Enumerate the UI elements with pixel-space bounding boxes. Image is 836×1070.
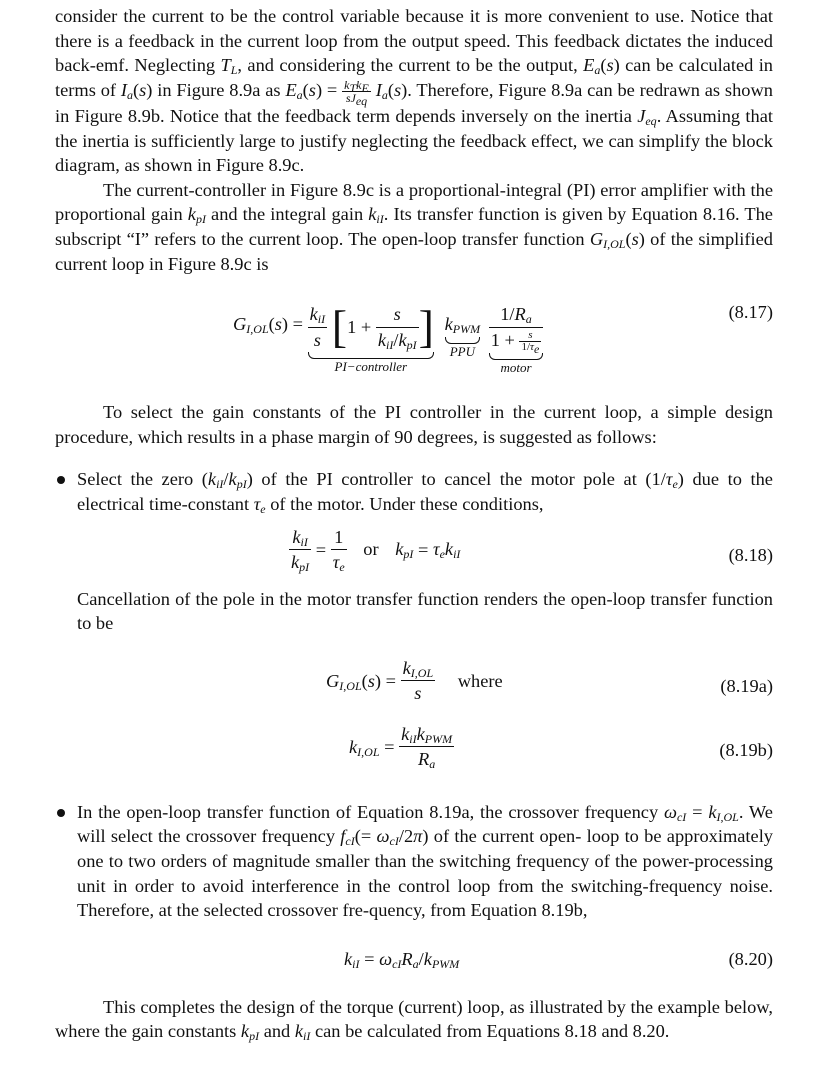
p1-line2: that there is a feedback in the current loop from the output speed. This feedback dictates: [55, 6, 773, 51]
paragraph-1: consider the current to be the control variable because it is more convenient to use. Notice that there is a feedback in the current loop from the output speed. This feedback dictates the induced back-emf. Neglecting $T_L$, and considering the current to be the output, $E_a(s)$ can be calculated in terms of $I_a(s)$ in Figure 8.9a as $E_a(s)$ = $\frac{k_Tk_E}{sJ_{eq}}$ $I_a(s)$. Therefore, Figure 8.9a can be redrawn as shown in Figure 8.9b. Notice that the feedback term depends inversely on the inertia $J_{eq}$. Assuming that the inertia is sufficiently large to justify neglecting the feedback effect, we can simplify the block diagram, as shown in Figure 8.9c.: [55, 6, 773, 176]
equation-number-8-18: (8.18): [728, 544, 773, 565]
p1-line7: neglecting the feedback effect, we can simplify the block diagram, as shown in Figure 8.9c.: [55, 130, 773, 176]
p1-line1: consider the current to be the control variable because it is more convenient to use. Notice: [55, 6, 740, 26]
paragraph-2: The current-controller in Figure 8.9c is a proportional-integral (PI) error amplifier with the proportional gain $k_{pI}$ and the integral gain $k_{iI}$. Its transfer function is given by Equation 8.16. The subscript “I” refers to the current loop. The open-loop transfer function $G_{I,OL}(s)$ of the simplified current loop in Figure 8.9c is: [55, 179, 773, 274]
label-motor: motor: [500, 360, 532, 376]
equation-8-20: $k_{iI} = \omega_{cI}R_a/k_{PWM}$ (8.20): [344, 948, 773, 971]
equation-8-19a: $G_{I,OL}(s)$ = $\frac{k_{I,OL}}{s}$ where (8.19a): [77, 652, 773, 714]
p2-line2c: . Its transfer function is given by: [383, 204, 627, 225]
label-pi-controller: PI−controller: [334, 359, 408, 375]
page-body: [55, 4, 773, 1044]
p1-line5: 8.9a can be redrawn as shown in Figure 8.9b. Notice that the feedback term depends: [55, 79, 773, 127]
equation-8-19b: $k_{I,OL}$ = $\frac{k_{iI}k_{PWM}}{R_a}$ (8.19b): [349, 723, 773, 772]
p2-line1: The current-controller in Figure 8.9c is a proportional-integral (PI) error amplifier: [103, 179, 709, 200]
equation-number-8-19b: (8.19b): [719, 739, 773, 760]
b1-b: of the PI controller to cancel the motor pole at: [261, 469, 637, 490]
p2-line3: Equation 8.16. The subscript “I” refers to the current loop. The open-loop transfer: [55, 204, 773, 250]
eq819a-where: where: [457, 670, 503, 691]
p2-line4b: of the simplified current loop in Figure 8.9c is: [55, 229, 773, 274]
equation-number-8-20: (8.20): [728, 948, 773, 969]
p5-b: and: [263, 1021, 291, 1042]
b1-e: of the motor. Under these conditions,: [270, 494, 544, 514]
bullet-item-2: In the open-loop transfer function of Equation 8.19a, the crossover frequency $\omega_{cI} = k_{I,OL}$. We will select the crossover frequency $f_{cI}(= \omega_{cI}/2\pi)$ of the current open- loop to be approximately one to two orders of magnitude smaller than the switching frequency of the power-processing unit in order to avoid interference in the control loop from the switching-frequency noise. Therefore, at the selected crossover fre-quency, from Equation 8.19b, $k_{iI} = \omega_{cI}R_a/k_{PWM}$ (8.20): [55, 800, 773, 987]
paragraph-4: Cancellation of the pole in the motor transfer function renders the open-loop transfer function to be: [77, 588, 773, 634]
p1-line3b: , and considering the current to be the output,: [237, 55, 578, 76]
p2-line2b: and the integral gain: [211, 204, 364, 225]
b2-l1: In the open-loop transfer function of Equation 8.19a, the crossover frequency: [77, 801, 659, 822]
p1-line6a: inversely on the inertia: [460, 106, 632, 127]
label-ppu: PPU: [449, 343, 475, 359]
b1-a: Select the zero: [77, 469, 194, 490]
p1-line3a: the induced back-emf. Neglecting: [55, 30, 773, 76]
bullet-list-1: [55, 467, 773, 779]
p5-a: This completes the design of the torque (current) loop, as illustrated by the example below, where the gain constants: [55, 996, 773, 1042]
b1-d: the electrical time-constant: [77, 469, 773, 514]
bullet-dot: [57, 809, 65, 817]
eq818-or: or: [363, 539, 379, 560]
paragraph-5: This completes the design of the torque (current) loop, as illustrated by the example below, where the gain constants $k_{pI}$ and $k_{iI}$ can be calculated from Equations 8.18 and 8.20.: [55, 996, 773, 1044]
equation-number-8-19a: (8.19a): [720, 675, 773, 696]
b2-l3: loop to be approximately one to two orders of magnitude smaller than the switching frequency of the power-processing unit in order to avoid interference in the control loop from the switching-frequency noise. Therefore, at the selected crossover fre-quency, from Equation 8.19b,: [77, 826, 773, 921]
p1-line6b: . Assuming that the inertia is sufficiently large to justify: [55, 106, 773, 151]
p2-line2a: with the proportional gain: [55, 179, 773, 225]
paragraph-3: To select the gain constants of the PI controller in the current loop, a simple design procedure, which results in a phase margin of 90 degrees, is suggested as follows:: [55, 402, 773, 447]
p1-line4b: in Figure 8.9a as: [157, 79, 281, 100]
b1-c: due to: [692, 469, 742, 490]
equation-8-18: $\frac{k_{iI}}{k_{pI}}$ = $\frac{1}{\tau_e}$ or $k_{pI} = \tau_ek_{iI}$ (8.18): [291, 526, 773, 575]
p2-line4a: function: [523, 229, 585, 250]
b2-l2b: of the current open-: [433, 826, 582, 847]
equation-8-17: $G_{I,OL}(s)$ = $\frac{k_{iI}}{s}$ [1 + $\frac{s}{k_{iI}/k_{pI}}$ ] PI−controller $k_{PWM}$ PPU $1/R_a$ 1 + $\frac{s}{1/\tau_e}$ motor (8.17): [233, 301, 773, 376]
bullet-dot: [57, 476, 65, 484]
bullet-list-2: [55, 800, 773, 987]
p5-c: can be calculated from Equations 8.18 and 8.20.: [314, 1021, 670, 1042]
p1-line4c: . Therefore, Figure: [407, 79, 547, 100]
p1-line4a: can be calculated in terms of: [55, 55, 773, 100]
equation-number-8-17: (8.17): [728, 302, 773, 323]
b2-l2a: . We will select the crossover frequency: [77, 801, 773, 847]
bullet-item-1: Select the zero $(k_{iI}/k_{pI})$ of the PI controller to cancel the motor pole at $(1/\tau_e)$ due to the electrical time-constant $\tau_e$ of the motor. Under these conditions, $\frac{k_{iI}}{k_{pI}}$ = $\frac{1}{\tau_e}$ or $k_{pI} = \tau_ek_{iI}$ (8.18) Cancellation of the pole in the motor transfer function renders the open-loop transfer function to be $G_{I,OL}(s)$ = $\frac{k_{I,OL}}{s}$ where (8.19a) $k_{I,OL}$ = $\frac{k_{iI}k_{PWM}}{R_a}$ (8.19b): [55, 467, 773, 779]
